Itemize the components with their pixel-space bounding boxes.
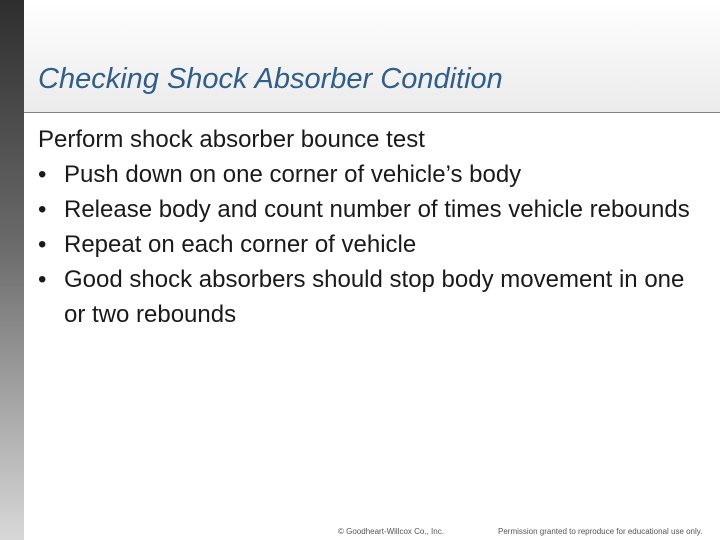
title-divider: [24, 112, 720, 113]
bullet-icon: •: [38, 231, 47, 258]
footer-copyright: © Goodheart-Willcox Co., Inc.: [338, 527, 444, 536]
bullet-list: [38, 157, 698, 332]
footer-permission: Permission granted to reproduce for educational use only.: [498, 527, 703, 536]
bullet-icon: •: [38, 161, 47, 188]
lead-text: Perform shock absorber bounce test: [38, 126, 425, 153]
bullet-text: Repeat on each corner of vehicle: [64, 231, 417, 258]
slide-title: Checking Shock Absorber Condition: [38, 63, 503, 95]
bullet-item: [38, 262, 698, 332]
slide-content: [38, 122, 698, 332]
bullet-item: [38, 192, 698, 227]
bullet-text: Good shock absorbers should stop body movement in one or two rebounds: [64, 266, 685, 328]
bullet-icon: •: [38, 266, 47, 293]
left-decorative-bar: [0, 0, 24, 540]
bullet-item: [38, 157, 698, 192]
bullet-text: Release body and count number of times vehicle rebounds: [64, 196, 690, 223]
bullet-icon: •: [38, 196, 47, 223]
bullet-item: [38, 227, 698, 262]
bullet-text: Push down on one corner of vehicle’s body: [64, 161, 522, 188]
